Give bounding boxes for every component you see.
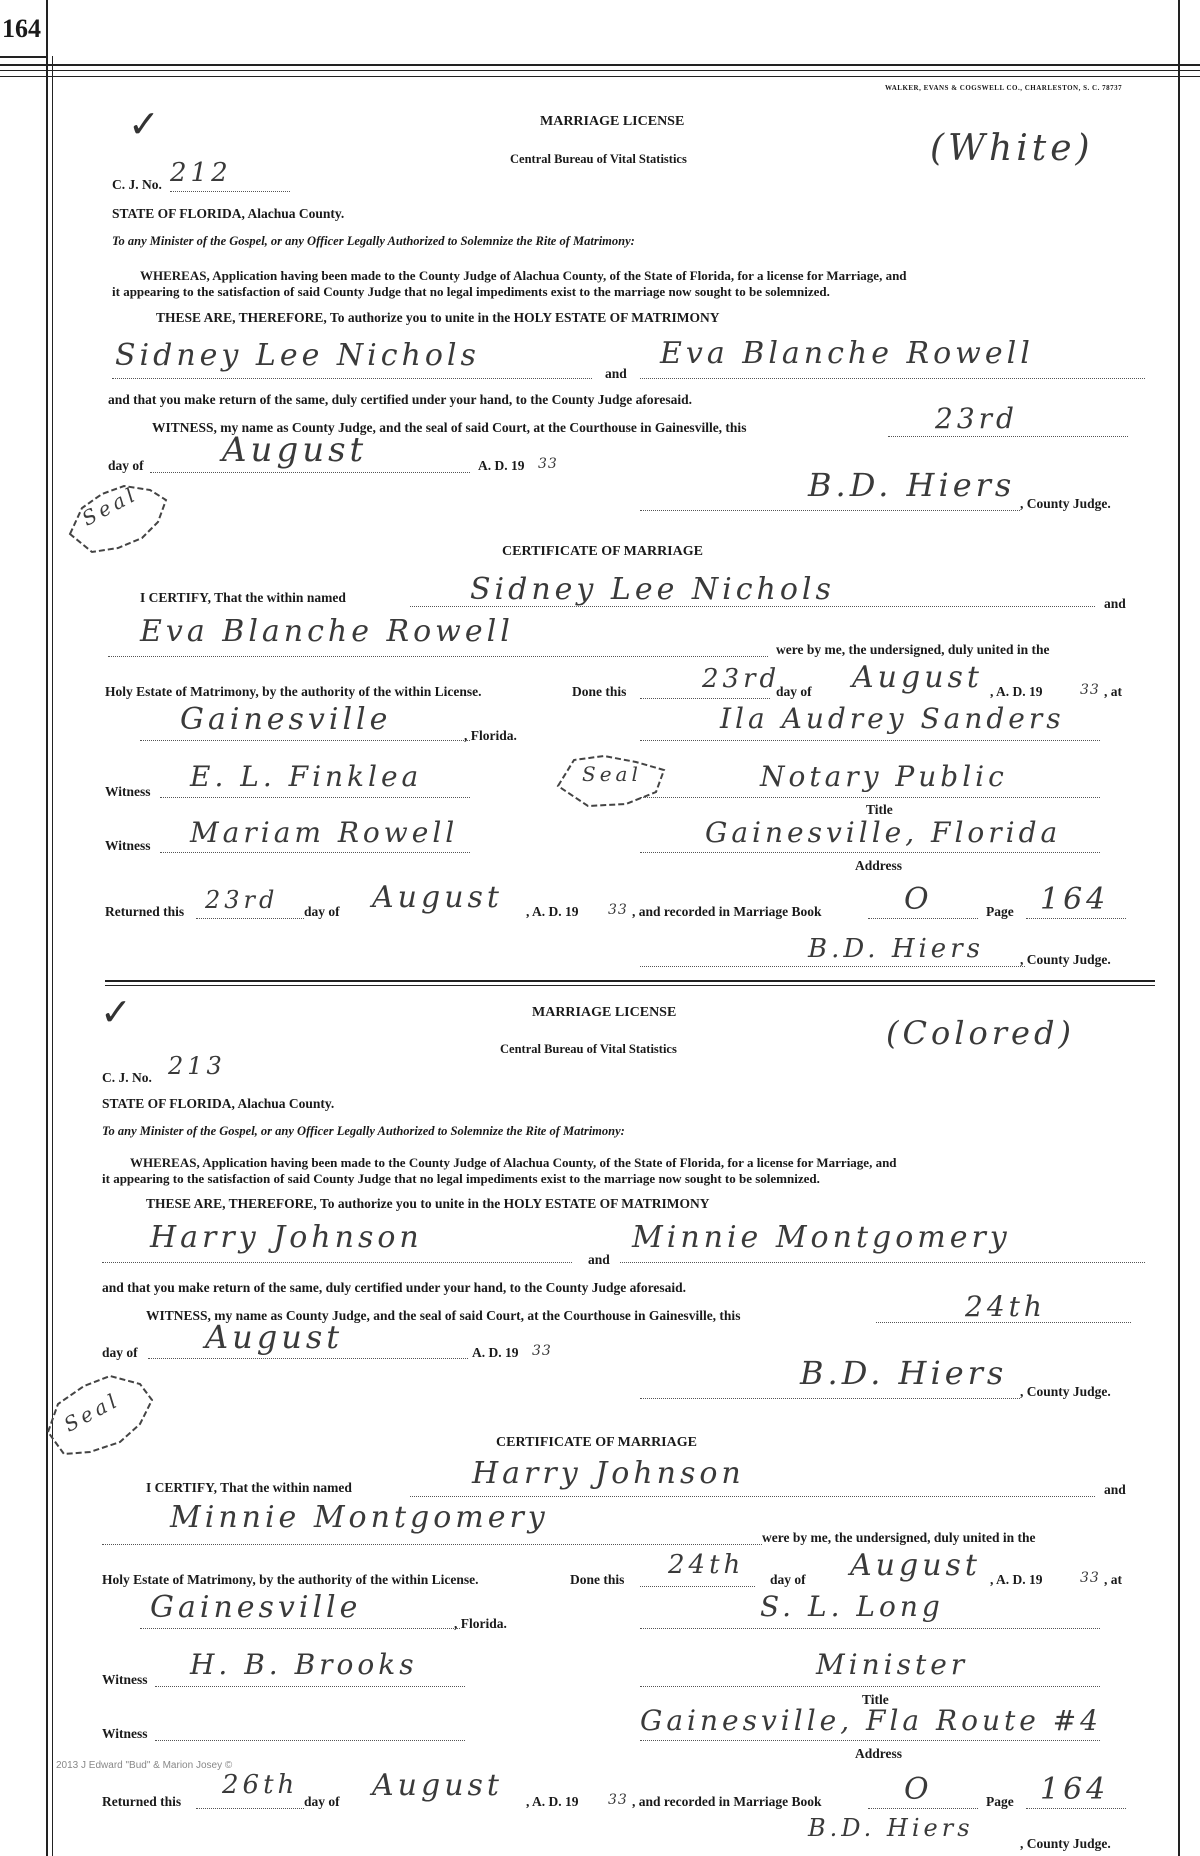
title-label: Title (862, 1692, 889, 1707)
officiant-address-dots (640, 852, 1100, 853)
book-dots (868, 1808, 978, 1809)
witness-2-dots (155, 1740, 465, 1741)
bride-dots (620, 1262, 1145, 1263)
page-number-value: 164 (1040, 1772, 1110, 1807)
license-title: MARRIAGE LICENSE (532, 1005, 677, 1020)
ad-label: A. D. 19 (478, 458, 525, 473)
witness-line: WITNESS, my name as County Judge, and the seal of said Court, at the Courthouse in Gainesville, this (146, 1308, 741, 1323)
book-dots (868, 918, 978, 919)
returned-year: 33 (608, 1792, 628, 1808)
returned-label: Returned this (102, 1794, 182, 1809)
certify-label: I CERTIFY, That the within named (140, 590, 346, 605)
witness-1: E. L. Finklea (190, 760, 423, 793)
whereas-1: WHEREAS, Application having been made to the County Judge of Alachua County, of the State of Florida, for a license for Marriage, and (130, 1155, 897, 1170)
license-year: 33 (532, 1343, 552, 1359)
whereas-1: WHEREAS, Application having been made to the County Judge of Alachua County, of the State of Florida, for a license for Marriage, and (140, 268, 907, 283)
ad-label: , A. D. 19 (526, 904, 579, 919)
certificate-year: 33 (1080, 1570, 1100, 1586)
judge-title: , County Judge. (1020, 952, 1111, 967)
check-mark: ✓ (100, 990, 132, 1034)
groom-dots (102, 1262, 572, 1263)
day-of-label: day of (304, 904, 340, 919)
officiant-address-dots (640, 1740, 1100, 1741)
page-label: Page (986, 1794, 1014, 1809)
cj-dots (170, 191, 290, 192)
race-note: (White) (930, 128, 1094, 169)
witness-1-dots (155, 1686, 465, 1687)
day-of-label: day of (776, 684, 812, 699)
license-day-dots (876, 1322, 1131, 1323)
florida-label: , Florida. (454, 1616, 507, 1631)
right-border-rule (1178, 0, 1180, 1856)
recorded-label: , and recorded in Marriage Book (632, 904, 822, 919)
ad-label: , A. D. 19 (990, 1572, 1043, 1587)
page-number-value: 164 (1040, 882, 1110, 917)
page-number-dots (1026, 1808, 1126, 1809)
officiant-name: S. L. Long (760, 1590, 944, 1623)
bride-name: Eva Blanche Rowell (660, 336, 1034, 371)
florida-label: , Florida. (464, 728, 517, 743)
license-year: 33 (538, 456, 558, 472)
page-number-dots (1026, 918, 1126, 919)
seal-text: Seal (59, 1387, 124, 1437)
certificate-month: August (852, 660, 983, 695)
united-text: were by me, the undersigned, duly united in the (762, 1530, 1036, 1545)
return-line: and that you make return of the same, duly certified under your hand, to the County Judge aforesaid. (102, 1280, 687, 1295)
recorded-label: , and recorded in Marriage Book (632, 1794, 822, 1809)
officiant-title: Minister (816, 1648, 969, 1681)
these-are: THESE ARE, THEREFORE, To authorize you to unite in the HOLY ESTATE OF MATRIMONY (146, 1196, 710, 1211)
day-of-label: day of (108, 458, 144, 473)
certificate-bride: Eva Blanche Rowell (140, 614, 514, 649)
top-rule-3 (0, 76, 1200, 77)
certificate-title: CERTIFICATE OF MARRIAGE (496, 1435, 697, 1450)
witness-label: Witness (105, 784, 151, 799)
cj-number: 213 (168, 1052, 226, 1080)
certificate-title: CERTIFICATE OF MARRIAGE (502, 544, 703, 559)
at-label: , at (1104, 684, 1122, 699)
groom-name: Sidney Lee Nichols (115, 338, 480, 373)
certificate-place-dots (140, 740, 470, 741)
top-rule-2 (0, 70, 1200, 71)
day-of-label: day of (770, 1572, 806, 1587)
returned-judge-signature: B.D. Hiers (808, 934, 984, 964)
holy-estate: Holy Estate of Matrimony, by the authority of the within License. (105, 684, 482, 699)
page-label: Page (986, 904, 1014, 919)
state-line: STATE OF FLORIDA, Alachua County. (112, 206, 345, 221)
address-line: To any Minister of the Gospel, or any Officer Legally Authorized to Solemnize the Rite of Matrimony: (112, 234, 635, 248)
certificate-month: August (850, 1548, 981, 1583)
copyright-watermark: 2013 J Edward "Bud" & Marion Josey © (56, 1760, 233, 1771)
judge-signature-dots (640, 510, 1020, 511)
officiant-dots (640, 1628, 1100, 1629)
book-letter: O (904, 882, 933, 917)
certificate-day: 24th (668, 1550, 745, 1580)
certify-label: I CERTIFY, That the within named (146, 1480, 352, 1495)
witness-2: Mariam Rowell (190, 816, 459, 849)
license-title: MARRIAGE LICENSE (540, 114, 685, 129)
judge-signature-dots (640, 1398, 1020, 1399)
holy-estate: Holy Estate of Matrimony, by the authority of the within License. (102, 1572, 479, 1587)
judge-title: , County Judge. (1020, 1384, 1111, 1399)
bride-name: Minnie Montgomery (632, 1220, 1011, 1255)
address-label: Address (855, 1746, 903, 1761)
license-month: August (222, 430, 368, 470)
certificate-bride-dots (108, 656, 768, 657)
these-are: THESE ARE, THEREFORE, To authorize you to unite in the HOLY ESTATE OF MATRIMONY (156, 310, 720, 325)
record-separator-2 (105, 985, 1155, 986)
bureau-label: Central Bureau of Vital Statistics (500, 1042, 677, 1056)
cj-label: C. J. No. (102, 1070, 152, 1085)
witness-1: H. B. Brooks (190, 1648, 418, 1681)
bureau-label: Central Bureau of Vital Statistics (510, 152, 687, 166)
returned-label: Returned this (105, 904, 185, 919)
ad-label: , A. D. 19 (990, 684, 1043, 699)
address-label: Address (855, 858, 903, 873)
witness-line: WITNESS, my name as County Judge, and the seal of said Court, at the Courthouse in Gainesville, this (152, 420, 747, 435)
check-mark: ✓ (128, 102, 160, 146)
certificate-place: Gainesville (180, 702, 392, 737)
license-day-dots (888, 436, 1128, 437)
groom-name: Harry Johnson (150, 1220, 423, 1255)
certificate-bride-dots (102, 1544, 762, 1545)
license-day: 24th (965, 1290, 1046, 1323)
whereas-2: it appearing to the satisfaction of said County Judge that no legal impediments exist to the marriage now sought to be solemnized. (102, 1171, 820, 1186)
left-border-rule (46, 0, 48, 1856)
certificate-day-dots (640, 698, 770, 699)
returned-day: 23rd (205, 886, 279, 914)
address-line: To any Minister of the Gospel, or any Officer Legally Authorized to Solemnize the Rite of Matrimony: (102, 1124, 625, 1138)
witness-1-dots (160, 797, 470, 798)
ad-label: A. D. 19 (472, 1345, 519, 1360)
certificate-year: 33 (1080, 682, 1100, 698)
top-rule (0, 64, 1200, 66)
officiant-dots (640, 740, 1100, 741)
certificate-groom-dots (410, 1496, 1095, 1497)
united-text: were by me, the undersigned, duly united in the (776, 642, 1050, 657)
and-word: and (1104, 596, 1126, 611)
at-label: , at (1104, 1572, 1122, 1587)
bride-dots (640, 378, 1145, 379)
returned-judge-dots (640, 966, 1025, 967)
returned-judge-signature: B.D. Hiers (808, 1814, 974, 1842)
license-month-dots (148, 1358, 468, 1359)
officiant-name: Ila Audrey Sanders (720, 702, 1065, 735)
returned-year: 33 (608, 902, 628, 918)
page-number: 164 (2, 14, 41, 43)
license-day: 23rd (935, 402, 1018, 435)
left-border-rule-inner (52, 56, 53, 1856)
and-word: and (1104, 1482, 1126, 1497)
returned-day-dots (196, 1808, 304, 1809)
cj-number: 212 (170, 158, 232, 188)
license-month: August (205, 1318, 344, 1356)
returned-day: 26th (222, 1770, 299, 1800)
certificate-place-dots (140, 1628, 460, 1629)
printer-imprint: WALKER, EVANS & COGSWELL CO., CHARLESTON, S. C. 78737 (885, 84, 1123, 92)
record-separator (105, 980, 1155, 982)
certificate-groom: Sidney Lee Nichols (470, 572, 835, 607)
state-line: STATE OF FLORIDA, Alachua County. (102, 1096, 335, 1111)
returned-day-dots (196, 918, 304, 919)
officiant-address: Gainesville, Fla Route #4 (640, 1704, 1102, 1737)
whereas-2: it appearing to the satisfaction of said County Judge that no legal impediments exist to the marriage now sought to be solemnized. (112, 284, 830, 299)
race-note: (Colored) (886, 1014, 1075, 1052)
witness-label: Witness (102, 1672, 148, 1687)
done-this-label: Done this (572, 684, 627, 699)
officiant-title-dots (640, 797, 1100, 798)
cj-label: C. J. No. (112, 177, 162, 192)
and-word: and (605, 366, 627, 381)
certificate-day: 23rd (702, 664, 781, 694)
certificate-bride: Minnie Montgomery (170, 1500, 549, 1535)
returned-month: August (372, 1768, 503, 1803)
witness-label: Witness (105, 838, 151, 853)
judge-title: , County Judge. (1020, 1836, 1111, 1851)
title-label: Title (866, 802, 893, 817)
certificate-day-dots (640, 1586, 755, 1587)
officiant-title-dots (640, 1686, 1100, 1687)
certificate-groom: Harry Johnson (472, 1456, 745, 1491)
ad-label: , A. D. 19 (526, 1794, 579, 1809)
seal-text: Seal (77, 481, 142, 531)
done-this-label: Done this (570, 1572, 625, 1587)
day-of-label: day of (102, 1345, 138, 1360)
witness-2-dots (160, 852, 470, 853)
certificate-place: Gainesville (150, 1590, 362, 1625)
returned-month: August (372, 880, 503, 915)
groom-dots (112, 378, 592, 379)
officiant-title: Notary Public (760, 760, 1008, 793)
day-of-label: day of (304, 1794, 340, 1809)
judge-title: , County Judge. (1020, 496, 1111, 511)
and-word: and (588, 1252, 610, 1267)
book-letter: O (904, 1772, 933, 1807)
seal-text: Seal (582, 762, 642, 786)
license-month-dots (150, 472, 470, 473)
officiant-address: Gainesville, Florida (705, 816, 1062, 849)
judge-signature: B.D. Hiers (808, 466, 1016, 504)
return-line: and that you make return of the same, duly certified under your hand, to the County Judge aforesaid. (108, 392, 693, 407)
certificate-groom-dots (410, 606, 1095, 607)
judge-signature: B.D. Hiers (800, 1354, 1008, 1392)
witness-label: Witness (102, 1726, 148, 1741)
